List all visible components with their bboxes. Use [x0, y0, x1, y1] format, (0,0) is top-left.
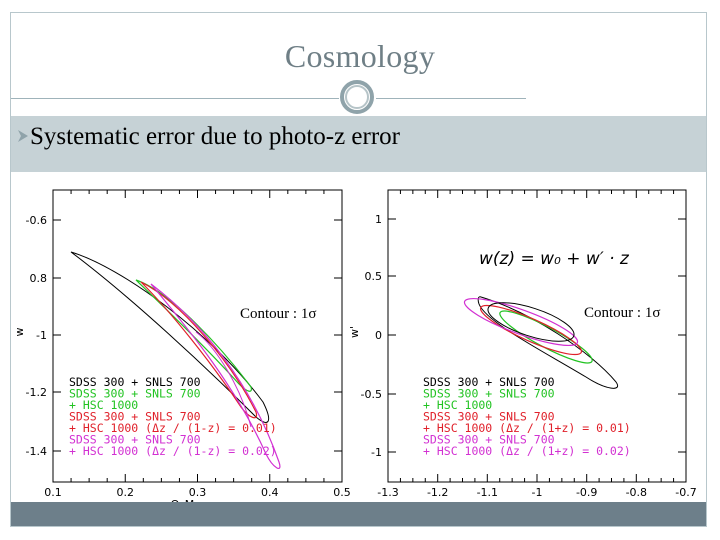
- y-tick-label: -0.6: [25, 214, 47, 227]
- y-tick-label: -1.4: [25, 445, 47, 458]
- legend-entry: SDSS 300 + SNLS 700: [423, 409, 555, 424]
- x-tick-label: 0.5: [333, 486, 351, 499]
- legend-entry: SDSS 300 + SNLS 700: [69, 432, 201, 447]
- legend-entry: SDSS 300 + SNLS 700: [423, 432, 555, 447]
- bullet-text: Systematic error due to photo-z error: [30, 123, 401, 150]
- contour-annotation: Contour : 1σ: [240, 306, 317, 322]
- x-tick-label: -0.8: [625, 486, 648, 499]
- x-tick-label: -1.2: [426, 486, 449, 499]
- x-tick-label: -1: [531, 486, 543, 499]
- legend-entry: + HSC 1000: [423, 398, 493, 412]
- legend-entry: + HSC 1000 (Δz / (1-z) = 0.02): [69, 444, 277, 458]
- x-tick-label: -1.3: [377, 486, 399, 499]
- x-tick-label: 0.1: [44, 486, 62, 499]
- x-tick-label: 0.3: [188, 486, 207, 499]
- legend-entry: + HSC 1000: [69, 398, 139, 412]
- chart-w0-wprime: [348, 190, 697, 511]
- contour-series-4b: [196, 332, 251, 427]
- y-tick-label: 0.8: [29, 272, 47, 285]
- x-tick-label: -0.9: [575, 486, 598, 499]
- slide-title: Cosmology: [284, 38, 436, 74]
- figure-area: [11, 172, 706, 502]
- legend-entry: SDSS 300 + SNLS 700: [69, 375, 201, 389]
- legend-entry: SDSS 300 + SNLS 700: [69, 386, 201, 401]
- legend-entry: + HSC 1000 (Δz / (1+z) = 0.01): [423, 421, 631, 435]
- title-divider-right: [376, 98, 526, 99]
- legend-entry: + HSC 1000 (Δz / (1-z) = 0.01): [69, 421, 277, 435]
- y-tick-label: -1: [371, 446, 382, 459]
- x-tick-label: 0.4: [261, 486, 279, 499]
- y-axis-label: w: [13, 327, 26, 337]
- x-tick-label: -1.1: [476, 486, 499, 499]
- chart-omega-w: [13, 190, 351, 511]
- divider-ring-inner: [345, 85, 369, 109]
- y-tick-label: 0.5: [364, 270, 382, 283]
- legend-entry: SDSS 300 + SNLS 700: [69, 409, 201, 424]
- x-tick-label: 0.2: [116, 486, 134, 499]
- legend-entry: SDSS 300 + SNLS 700: [423, 375, 555, 389]
- legend-entry: + HSC 1000 (Δz / (1+z) = 0.02): [423, 444, 631, 458]
- x-tick-label: -0.7: [675, 486, 697, 499]
- y-tick-label: -1: [36, 329, 47, 342]
- bullet-arrow-icon: [17, 129, 29, 143]
- contour-annotation: Contour : 1σ: [584, 305, 661, 321]
- contour-figure: [11, 172, 706, 502]
- y-tick-label: 1: [375, 213, 382, 226]
- y-tick-label: -1.2: [25, 386, 47, 399]
- title-divider-left: [11, 98, 339, 99]
- legend-entry: SDSS 300 + SNLS 700: [423, 386, 555, 401]
- footer-bar: [11, 502, 706, 526]
- y-axis-label: w': [348, 325, 361, 339]
- formula-label: w(z) = w₀ + w′ · z: [479, 249, 629, 269]
- contour-series-1-inner: [484, 295, 578, 349]
- y-tick-label: 0: [375, 329, 382, 342]
- contour-series-2: [495, 304, 596, 370]
- y-tick-label: -0.5: [360, 388, 382, 401]
